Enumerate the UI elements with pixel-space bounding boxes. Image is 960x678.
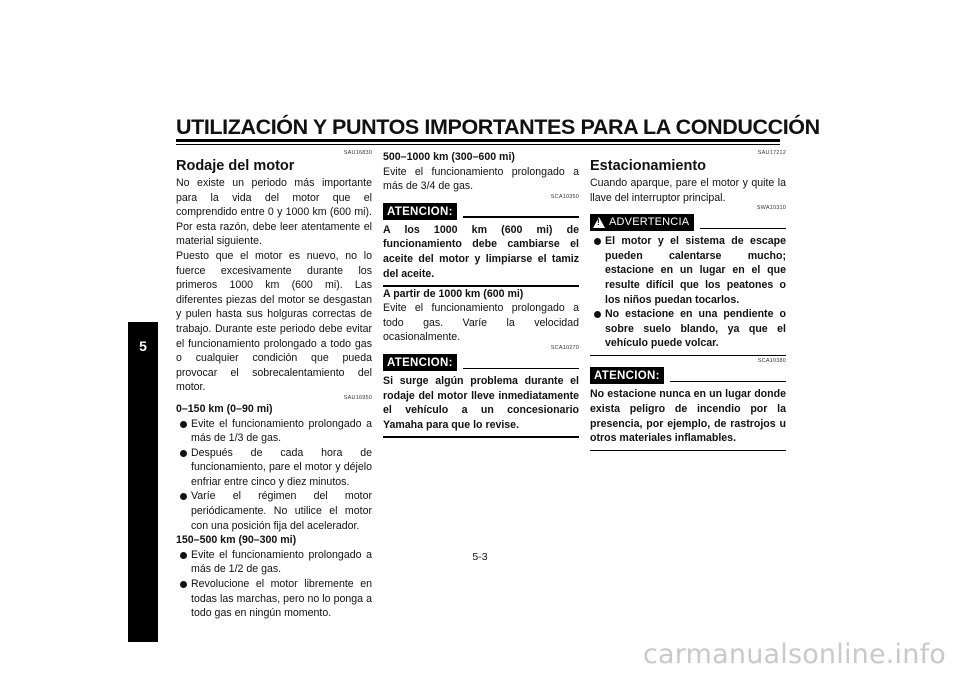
list-item: No estacione en una pendiente o sobre suelo blando, ya que el vehículo puede volcar. [593, 307, 786, 351]
list-item: Evite el funcionamiento prolongado a más de 1/3 de gas. [179, 417, 372, 446]
section-code: SAU16830 [343, 150, 372, 156]
subheading: 0–150 km (0–90 mi) [176, 402, 273, 415]
column-1 [176, 150, 372, 621]
notice-end-rule [590, 450, 786, 452]
paragraph: Puesto que el motor es nuevo, no lo fuerce excesivamente durante los primeros 1000 km (600 mi). Las diferentes piezas del motor se desgastan y pulen hasta sus holguras correctas de trabajo. Durante este periodo debe evitar el funcionamiento prolongado a todo gas o cualquier condición que pueda provocar el sobrecalentamiento del motor. [176, 249, 372, 394]
subheading: A partir de 1000 km (600 mi) [383, 287, 524, 300]
notice-header [383, 203, 579, 220]
section-code: SCA10270 [550, 345, 579, 352]
notice-rule [463, 216, 579, 218]
notice-text: No estacione nunca en un lugar donde exista peligro de incendio por la presencia, por ejemplo, de rastrojos u otros materiales inflamables. [590, 388, 786, 445]
subheading: 500–1000 km (300–600 mi) [383, 151, 515, 163]
notice-box [383, 203, 579, 287]
page-title: UTILIZACIÓN Y PUNTOS IMPORTANTES PARA LA CONDUCCIÓN [176, 115, 820, 139]
paragraph: Evite el funcionamiento prolongado a todo gas. Varíe la velocidad ocasionalmente. [383, 302, 579, 344]
warning-rule [700, 228, 786, 230]
list-item: El motor y el sistema de escape pueden calentarse mucho; estacione en un lugar en el que resulte difícil que los peatones o los niños puedan tocarlos. [593, 234, 786, 307]
notice-box [383, 354, 579, 438]
notice-box [590, 367, 786, 451]
notice-rule [463, 368, 579, 370]
paragraph: Evite el funcionamiento prolongado a más de 3/4 de gas. [383, 165, 579, 193]
warning-header [590, 214, 786, 231]
paragraph: Cuando aparque, pare el motor y quite la llave del interruptor principal. [590, 177, 786, 204]
notice-rule [670, 381, 786, 383]
warning-label: ADVERTENCIA [609, 216, 690, 229]
notice-text: A los 1000 km (600 mi) de funcionamiento debe cambiarse el aceite del motor y limpiarse el tamiz del aceite. [383, 223, 579, 280]
column-3 [590, 150, 786, 451]
section-code: SCA10380 [757, 358, 786, 365]
section-code: SAU17212 [757, 150, 786, 156]
attention-badge: ATENCION: [383, 203, 457, 220]
warning-box [590, 214, 786, 356]
section-code: SCA10350 [550, 193, 579, 200]
chapter-tab [128, 322, 158, 642]
header-rule [176, 139, 780, 142]
warning-end-rule [590, 355, 786, 357]
notice-header [383, 354, 579, 371]
section-code: SWA10310 [756, 205, 786, 212]
header-rule-thin [176, 144, 780, 145]
notice-text: Si surge algún problema durante el rodaje del motor lleve inmediatamente el vehículo a un concesionario Yamaha para que lo revise. [383, 375, 579, 431]
notice-header [590, 367, 786, 384]
attention-badge: ATENCION: [383, 354, 457, 371]
warning-badge [590, 214, 694, 231]
list-item: Varíe el régimen del motor periódicamente. No utilice el motor con una posición fija del acelerador. [179, 489, 372, 533]
warning-triangle-icon [593, 217, 605, 228]
chapter-number: 5 [139, 338, 147, 354]
page-number: 5-3 [472, 551, 488, 563]
list-item: Revolucione el motor libremente en todas las marchas, pero no lo ponga a todo gas en ningún momento. [179, 577, 372, 621]
subheading: 150–500 km (90–300 mi) [176, 534, 297, 547]
list-item: Después de cada hora de funcionamiento, pare el motor y déjelo enfriar entre cinco y diez minutos. [179, 446, 372, 490]
section-title-estacionamiento: Estacionamiento [590, 158, 707, 174]
section-code: SAU16950 [343, 394, 372, 401]
paragraph: No existe un periodo más importante para la vida del motor que el comprendido entre 0 y 1000 km (600 mi). Por esta razón, debe leer atentamente el material siguiente. [176, 177, 372, 248]
notice-end-rule [383, 436, 579, 438]
section-title-rodaje: Rodaje del motor [176, 158, 295, 174]
column-2 [383, 150, 579, 438]
attention-badge: ATENCION: [590, 367, 664, 384]
list-item: Evite el funcionamiento prolongado a más de 1/2 de gas. [179, 548, 372, 577]
watermark: carmanualsonline.info [643, 639, 946, 670]
